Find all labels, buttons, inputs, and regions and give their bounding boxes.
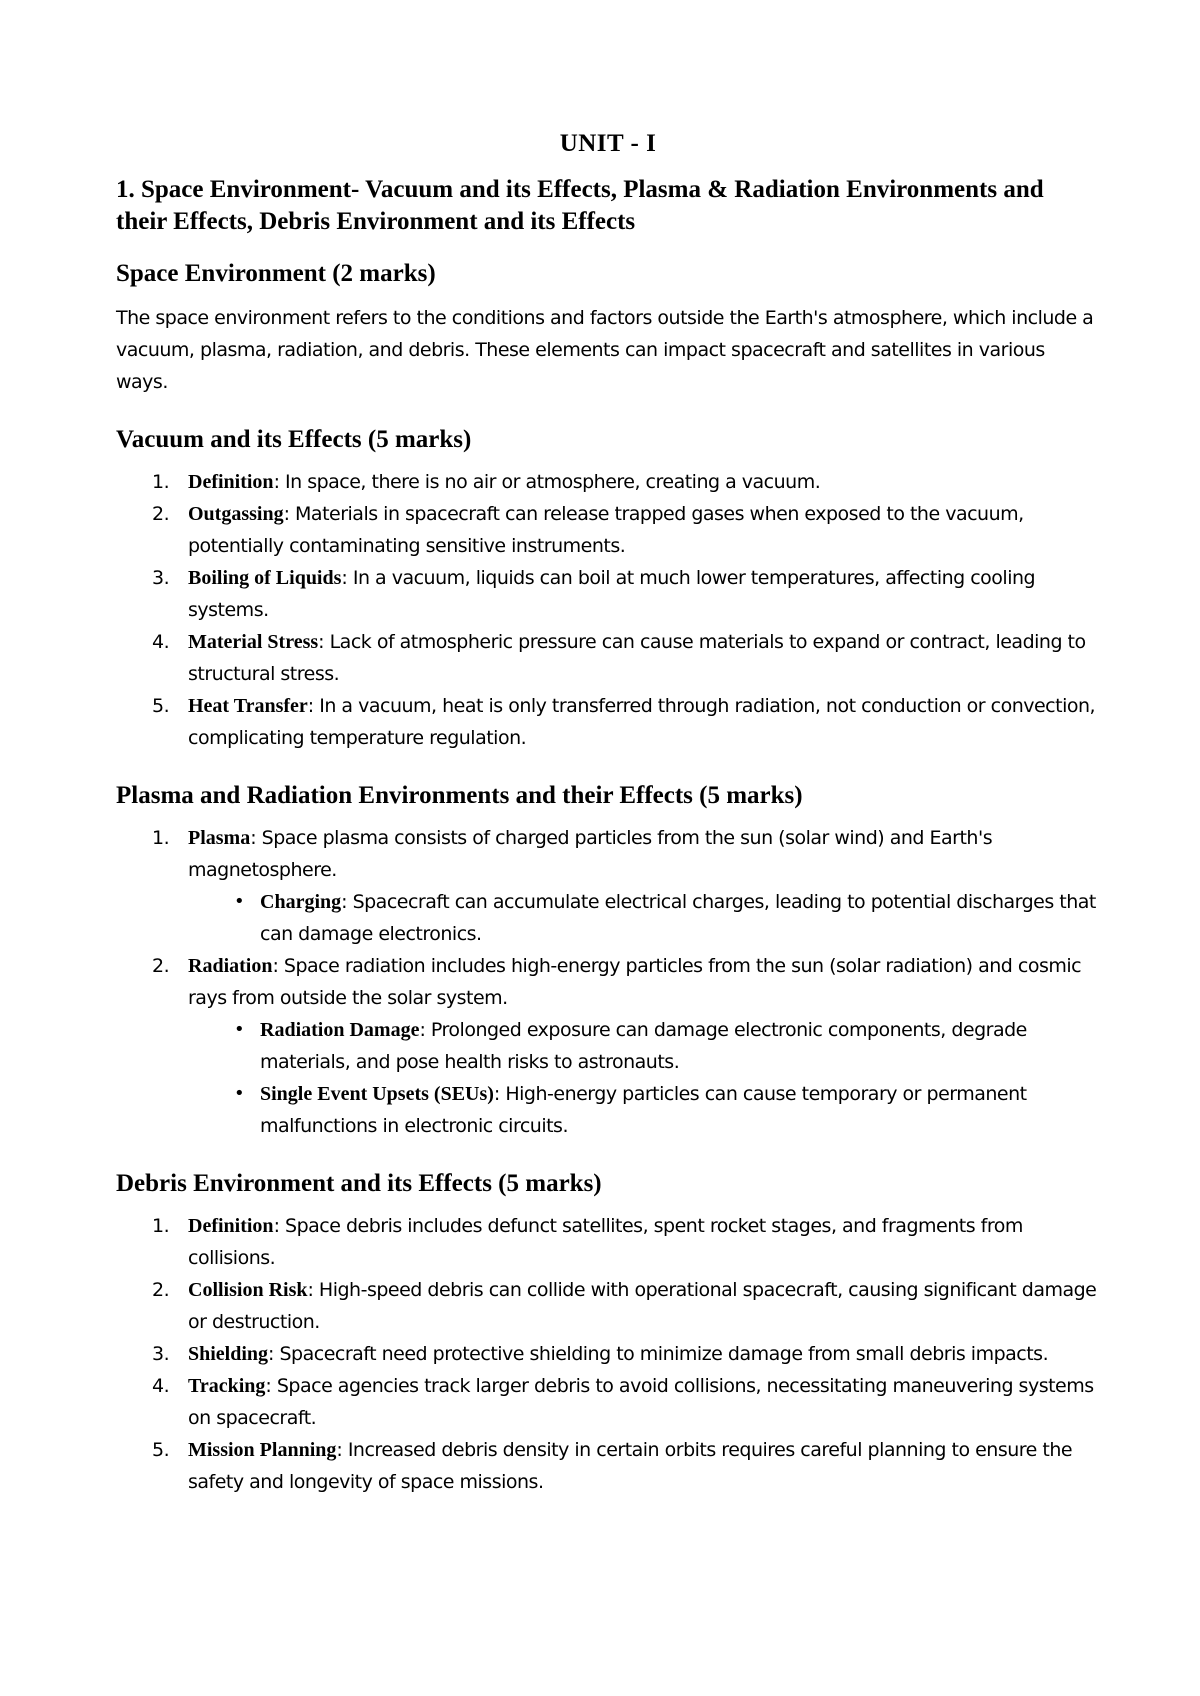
list-item — [188, 1210, 1100, 1274]
item-term: Tracking — [188, 1375, 266, 1397]
sub-item-term: Single Event Upsets (SEUs) — [260, 1083, 494, 1105]
debris-list — [116, 1210, 1100, 1498]
sub-item-text: : Prolonged exposure can damage electronic components, degrade materials, and pose health risks to astronauts. — [260, 1019, 1027, 1073]
sub-list — [188, 886, 1100, 950]
item-text: : Space radiation includes high-energy particles from the sun (solar radiation) and cosmic rays from outside the solar system. — [188, 955, 1082, 1009]
list-item — [188, 466, 1100, 498]
vacuum-heading: Vacuum and its Effects (5 marks) — [116, 426, 472, 453]
item-text: : Increased debris density in certain orbits requires careful planning to ensure the safety and longevity of space missions. — [188, 1439, 1073, 1493]
sub-list — [188, 1014, 1100, 1142]
item-text: : High-speed debris can collide with operational spacecraft, causing significant damage or destruction. — [188, 1279, 1097, 1333]
item-text: : In a vacuum, heat is only transferred through radiation, not conduction or convection, complicating temperature regulation. — [188, 695, 1096, 749]
sub-item-text: : Spacecraft can accumulate electrical charges, leading to potential discharges that can damage electronics. — [260, 891, 1096, 945]
item-term: Radiation — [188, 955, 273, 977]
sub-list-item — [260, 886, 1100, 950]
unit-title: UNIT - I — [559, 130, 657, 157]
document-content — [116, 128, 1100, 1524]
list-item — [188, 1370, 1100, 1434]
item-term: Heat Transfer — [188, 695, 308, 717]
item-text: : In a vacuum, liquids can boil at much lower temperatures, affecting cooling systems. — [188, 567, 1036, 621]
document-heading: 1. Space Environment- Vacuum and its Effects, Plasma & Radiation Environments and their Effects, Debris Environment and its Effects — [116, 176, 1044, 235]
list-item — [188, 1434, 1100, 1498]
item-text: : Lack of atmospheric pressure can cause materials to expand or contract, leading to structural stress. — [188, 631, 1086, 685]
list-item — [188, 498, 1100, 562]
plasma-radiation-heading: Plasma and Radiation Environments and their Effects (5 marks) — [116, 782, 803, 809]
vacuum-list — [116, 466, 1100, 754]
item-term: Material Stress — [188, 631, 319, 653]
list-item — [188, 822, 1100, 950]
item-text: : Space agencies track larger debris to avoid collisions, necessitating maneuvering systems on spacecraft. — [188, 1375, 1094, 1429]
item-term: Collision Risk — [188, 1279, 308, 1301]
plasma-radiation-list — [116, 822, 1100, 1142]
item-text: : Space debris includes defunct satellites, spent rocket stages, and fragments from collisions. — [188, 1215, 1023, 1269]
sub-item-term: Radiation Damage — [260, 1019, 420, 1041]
sub-list-item — [260, 1078, 1100, 1142]
sub-item-term: Charging — [260, 891, 342, 913]
item-term: Mission Planning — [188, 1439, 337, 1461]
item-term: Shielding — [188, 1343, 269, 1365]
sub-list-item — [260, 1014, 1100, 1078]
debris-heading: Debris Environment and its Effects (5 marks) — [116, 1170, 602, 1197]
space-environment-paragraph: The space environment refers to the conditions and factors outside the Earth's atmosphere, which include a vacuum, plasma, radiation, and debris. These elements can impact spacecraft and satellites in various ways. — [116, 307, 1094, 393]
item-text: : Spacecraft need protective shielding to minimize damage from small debris impacts. — [268, 1343, 1049, 1365]
item-text: : In space, there is no air or atmosphere, creating a vacuum. — [273, 471, 821, 493]
list-item — [188, 562, 1100, 626]
sub-item-text: : High-energy particles can cause temporary or permanent malfunctions in electronic circuits. — [260, 1083, 1027, 1137]
list-item — [188, 1338, 1100, 1370]
item-term: Boiling of Liquids — [188, 567, 342, 589]
item-text: : Materials in spacecraft can release trapped gases when exposed to the vacuum, potentially contaminating sensitive instruments. — [188, 503, 1024, 557]
item-term: Outgassing — [188, 503, 284, 525]
list-item — [188, 690, 1100, 754]
list-item — [188, 1274, 1100, 1338]
item-term: Definition — [188, 1215, 274, 1237]
item-text: : Space plasma consists of charged particles from the sun (solar wind) and Earth's magnetosphere. — [188, 827, 993, 881]
item-term: Definition — [188, 471, 274, 493]
item-term: Plasma — [188, 827, 251, 849]
space-environment-heading: Space Environment (2 marks) — [116, 260, 436, 287]
list-item — [188, 626, 1100, 690]
list-item — [188, 950, 1100, 1142]
